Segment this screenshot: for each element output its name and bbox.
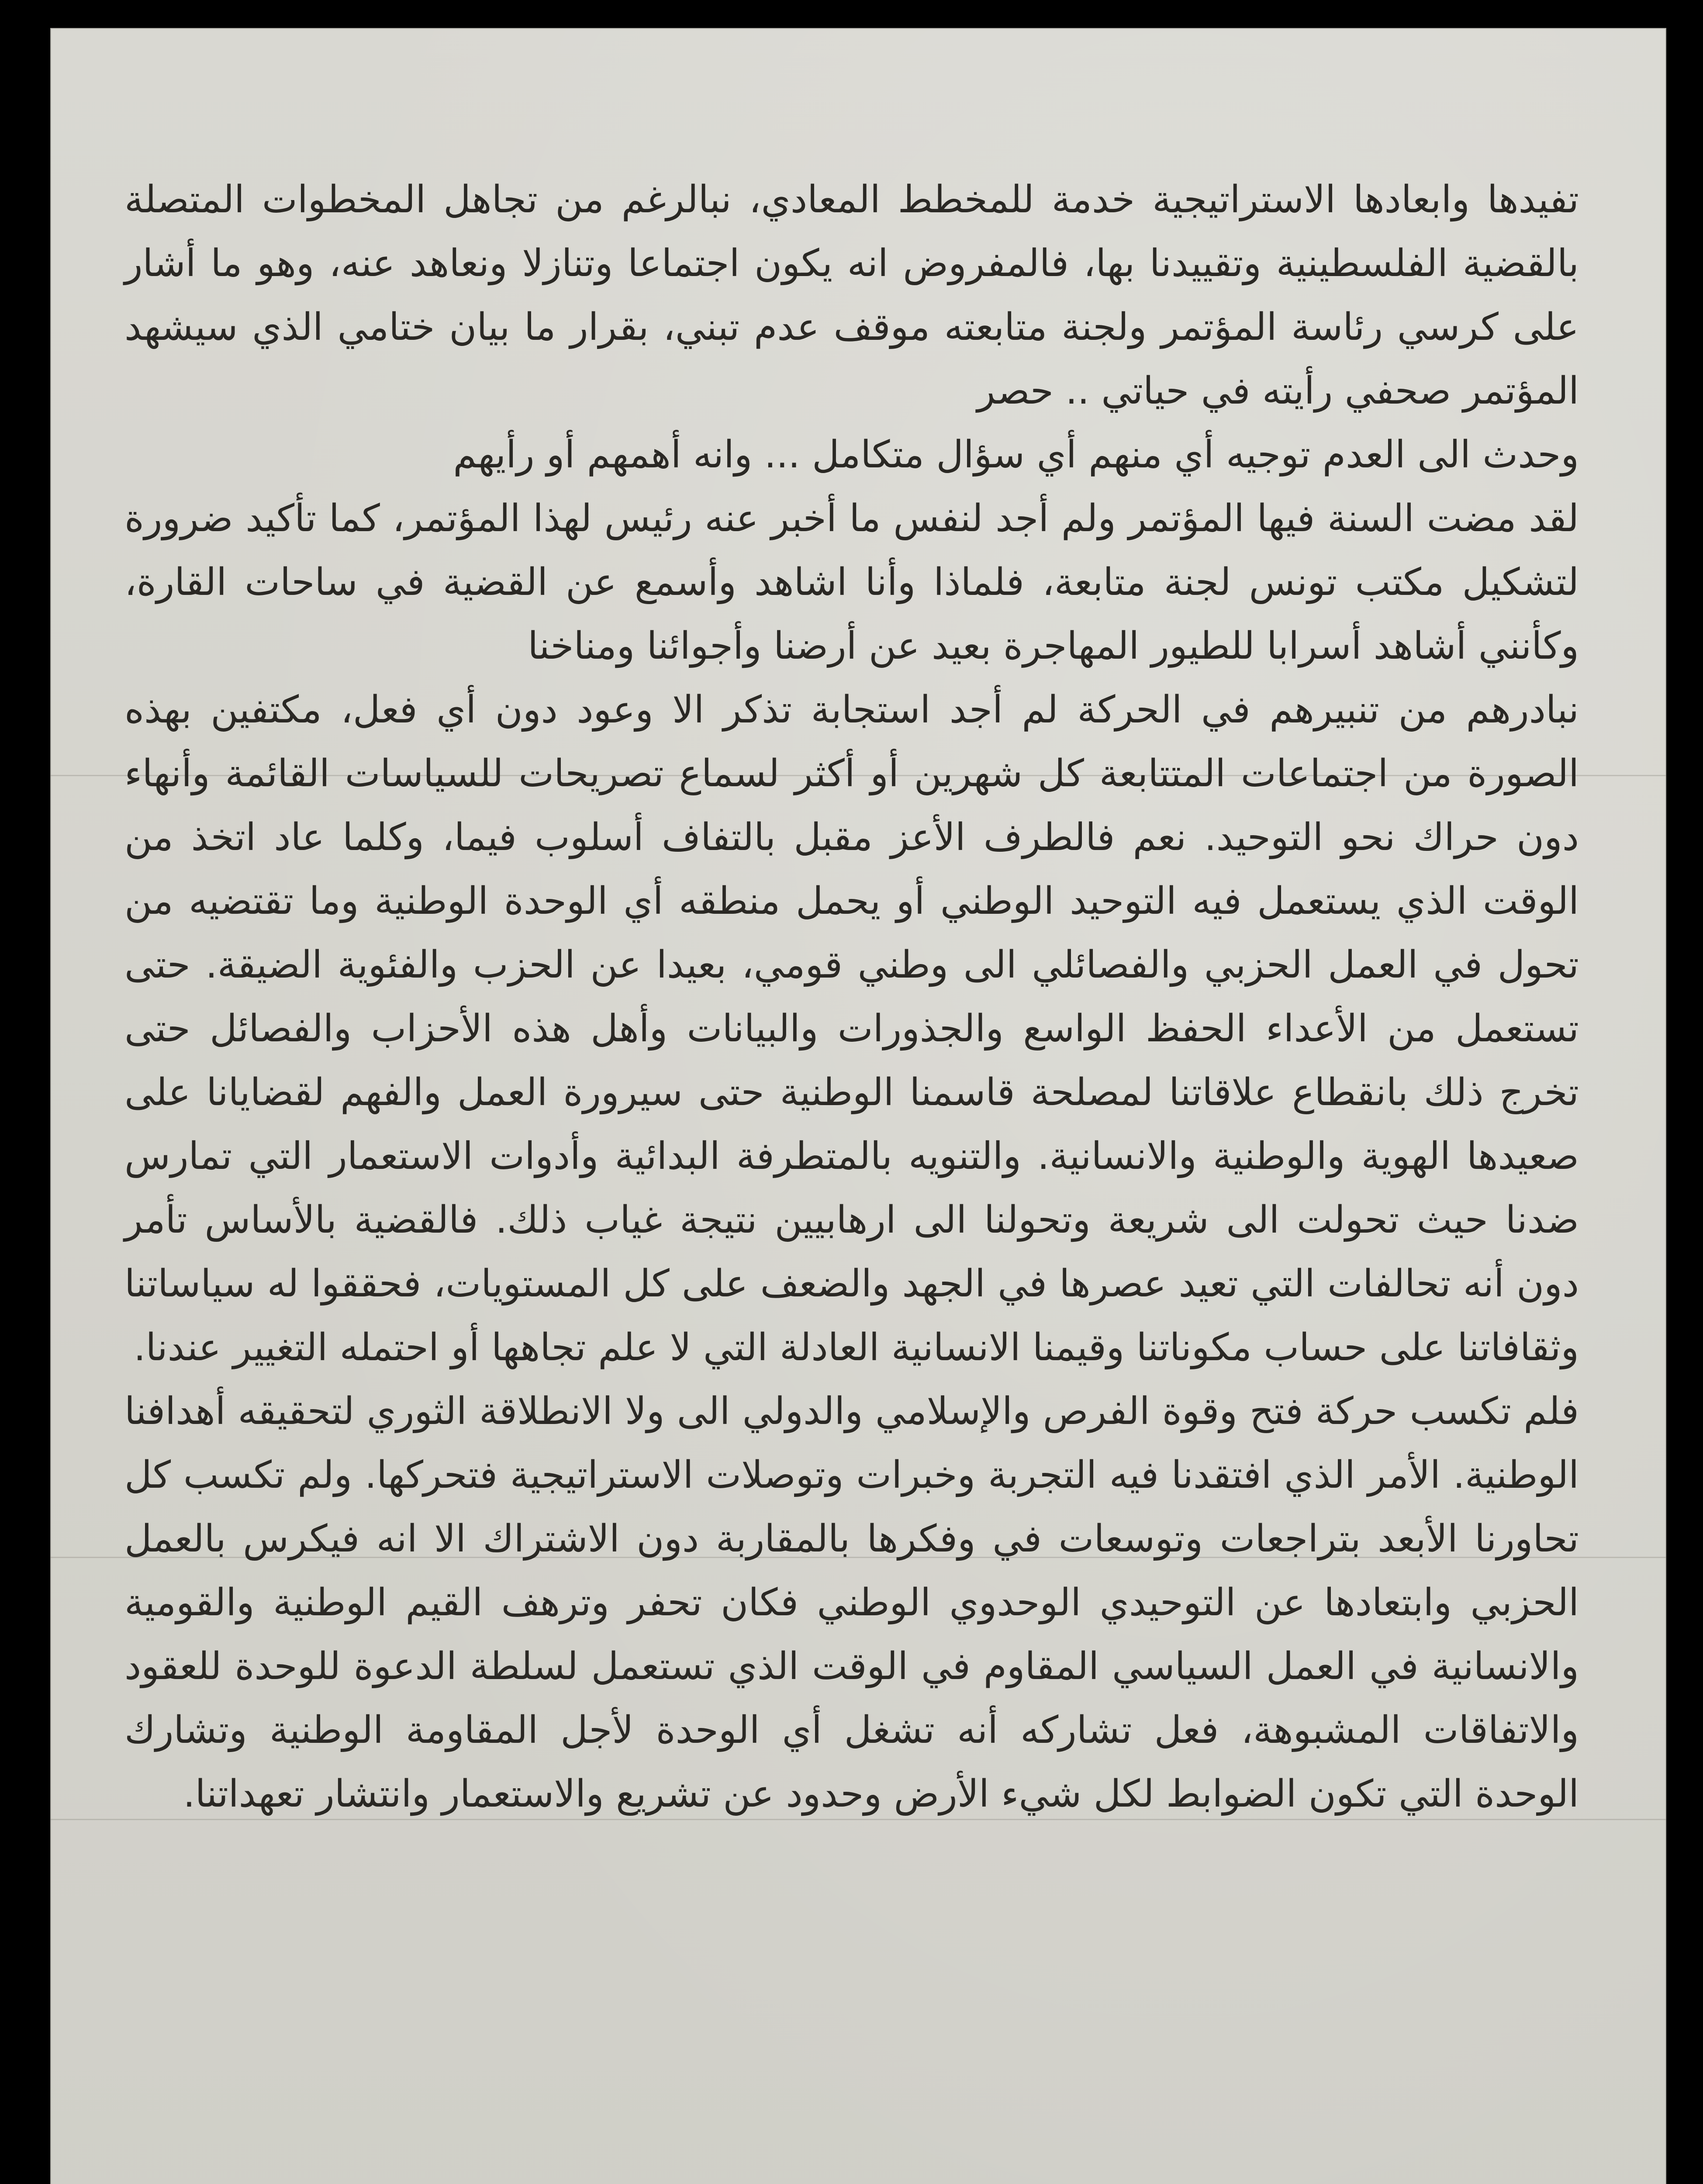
paragraph: نبادرهم من تنبيرهم في الحركة لم أجد استجابة تذكر الا وعود دون أي فعل، مكتفين بهذه الصورة من اجتماعات المتتابعة كل شهرين أو أكثر لسماع تصريحات للسياسات القائمة وأنهاء دون حراك نحو التوحيد. نعم فالطرف الأعز مقبل بالتفاف أسلوب فيما، وكلما عاد اتخذ من الوقت الذي يستعمل فيه التوحيد الوطني أو يحمل منطقه أي الوحدة الوطنية وما تقتضيه من تحول في العمل الحزبي والفصائلي الى وطني قومي، بعيدا عن الحزب والفئوية الضيقة. حتى تستعمل من الأعداء الحفظ الواسع والجذورات والبيانات وأهل هذه الأحزاب والفصائل حتى تخرج ذلك بانقطاع علاقاتنا لمصلحة قاسمنا الوطنية حتى سيرورة العمل والفهم لقضايانا على صعيدها الهوية والوطنية والانسانية. والتنويه بالمتطرفة البدائية وأدوات الاستعمار التي تمارس ضدنا حيث تحولت الى شريعة وتحولنا الى ارهابيين نتيجة غياب ذلك. فالقضية بالأساس تأمر دون أنه تحالفات التي تعيد عصرها في الجهد والضعف على كل المستويات، فحققوا له سياساتنا وثقافاتنا على حساب مكوناتنا وقيمنا الانسانية العادلة التي لا علم تجاهها أو احتمله التغيير عندنا. <box>124 688 1579 1369</box>
paragraph: تفيدها وابعادها الاستراتيجية خدمة للمخطط المعادي، نبالرغم من تجاهل المخطوات المتصلة بالقضية الفلسطينية وتقييدنا بها، فالمفروض انه يكون اجتماعا وتنازلا ونعاهد عنه، وهو ما أشار على كرسي رئاسة المؤتمر ولجنة متابعته موقف عدم تبني، بقرار ما بيان ختامي الذي سيشهد المؤتمر صحفي رأيته في حياتي .. حصر <box>124 178 1579 413</box>
manuscript-page <box>50 28 1666 2184</box>
paragraph: لقد مضت السنة فيها المؤتمر ولم أجد لنفس ما أخبر عنه رئيس لهذا المؤتمر، كما تأكيد ضرورة لتشكيل مكتب تونس لجنة متابعة، فلماذا وأنا اشاهد وأسمع عن القضية في ساحات القارة، وكأنني أشاهد أسرابا للطيور المهاجرة بعيد عن أرضنا وأجوائنا ومناخنا <box>124 497 1579 668</box>
paragraph: وحدث الى العدم توجيه أي منهم أي سؤال متكامل ... وانه أهمهم أو رأيهم <box>453 433 1579 477</box>
handwritten-text-body <box>124 168 1579 1826</box>
paragraph: فلم تكسب حركة فتح وقوة الفرص والإسلامي والدولي الى ولا الانطلاقة الثوري لتحقيقه أهدافنا الوطنية. الأمر الذي افتقدنا فيه التجربة وخبرات وتوصلات الاستراتيجية فتحركها. ولم تكسب كل تحاورنا الأبعد بتراجعات وتوسعات في وفكرها بالمقاربة دون الاشتراك الا انه فيكرس بالعمل الحزبي وابتعادها عن التوحيدي الوحدوي الوطني فكان تحفر وترهف القيم الوطنية والقومية والانسانية في العمل السياسي المقاوم في الوقت الذي تستعمل لسلطة الدعوة للوحدة للعقود والاتفاقات المشبوهة، فعل تشاركه أنه تشغل أي الوحدة لأجل المقاومة الوطنية وتشارك الوحدة التي تكون الضوابط لكل شيء الأرض وحدود عن تشريع والاستعمار وانتشار تعهداتنا. <box>124 1389 1579 1816</box>
